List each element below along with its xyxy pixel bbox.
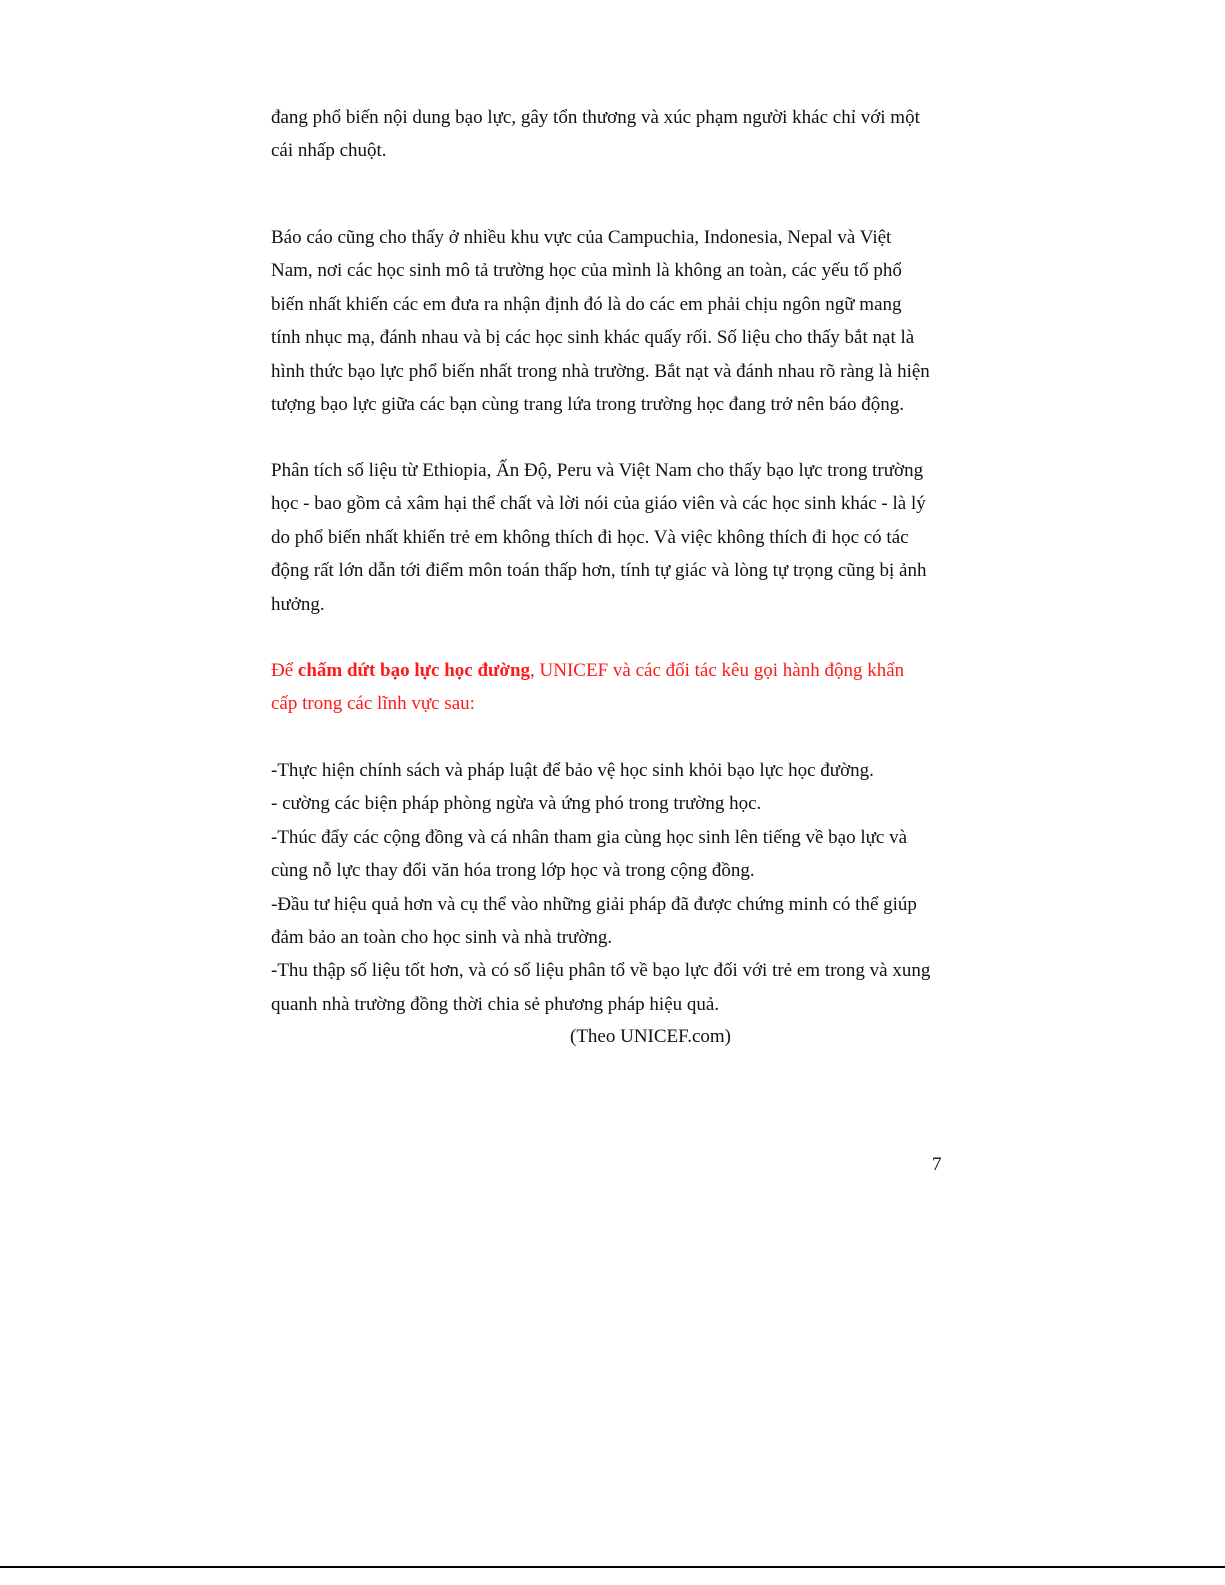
paragraph-line: Báo cáo cũng cho thấy ở nhiều khu vực của Campuchia, Indonesia, Nepal và Việt xyxy=(271,227,892,248)
list-item-continuation: quanh nhà trường đồng thời chia sẻ phương pháp hiệu quả. xyxy=(271,993,720,1015)
bottom-divider xyxy=(0,1566,1225,1568)
call-to-action-line-2: cấp trong các lĩnh vực sau: xyxy=(271,693,475,715)
list-item: - cường các biện pháp phòng ngừa và ứng phó trong trường học. xyxy=(271,793,762,815)
source-citation: (Theo UNICEF.com) xyxy=(570,1026,731,1047)
list-item: -Đầu tư hiệu quả hơn và cụ thể vào những giải pháp đã được chứng minh có thể giúp xyxy=(271,893,917,915)
paragraph-3 xyxy=(271,454,943,621)
call-to-action-bold-phrase: chấm dứt bạo lực học đường xyxy=(297,660,531,681)
call-to-action-rest: , UNICEF và các đối tác kêu gọi hành động khẩn xyxy=(530,660,905,681)
paragraph-line: biến nhất khiến các em đưa ra nhận định đó là do các em phải chịu ngôn ngữ mang xyxy=(271,293,902,315)
paragraph-1 xyxy=(271,101,943,168)
paragraph-2 xyxy=(271,221,943,421)
paragraph-line: cái nhấp chuột. xyxy=(271,140,387,162)
paragraph-line: do phổ biến nhất khiến trẻ em không thích đi học. Và việc không thích đi học có tác xyxy=(271,526,909,548)
list-item-continuation: cùng nỗ lực thay đổi văn hóa trong lớp học và trong cộng đồng. xyxy=(271,860,755,882)
list-item: -Thúc đẩy các cộng đồng và cá nhân tham gia cùng học sinh lên tiếng về bạo lực và xyxy=(271,826,908,848)
paragraph-line: Phân tích số liệu từ Ethiopia, Ấn Độ, Peru và Việt Nam cho thấy bạo lực trong trường xyxy=(271,460,924,481)
paragraph-line: hưởng. xyxy=(271,593,325,615)
call-to-action xyxy=(271,654,943,721)
call-to-action-line-1 xyxy=(271,654,943,687)
paragraph-line: đang phổ biến nội dung bạo lực, gây tổn thương và xúc phạm người khác chỉ với một xyxy=(271,107,920,128)
action-list xyxy=(271,754,943,1021)
list-item-continuation: đảm bảo an toàn cho học sinh và nhà trường. xyxy=(271,927,613,949)
list-item: -Thực hiện chính sách và pháp luật để bảo vệ học sinh khỏi bạo lực học đường. xyxy=(271,760,874,781)
call-to-action-prefix: Để xyxy=(271,660,298,681)
paragraph-line: động rất lớn dẫn tới điểm môn toán thấp hơn, tính tự giác và lòng tự trọng cũng bị ảnh xyxy=(271,560,927,582)
paragraph-line: tượng bạo lực giữa các bạn cùng trang lứa trong trường học đang trở nên báo động. xyxy=(271,394,904,416)
paragraph-line: hình thức bạo lực phổ biến nhất trong nhà trường. Bắt nạt và đánh nhau rõ ràng là hiện xyxy=(271,360,930,382)
list-item: -Thu thập số liệu tốt hơn, và có số liệu phân tổ về bạo lực đối với trẻ em trong và xung xyxy=(271,960,931,982)
paragraph-line: tính nhục mạ, đánh nhau và bị các học sinh khác quấy rối. Số liệu cho thấy bắt nạt là xyxy=(271,327,915,349)
paragraph-line: Nam, nơi các học sinh mô tả trường học của mình là không an toàn, các yếu tố phổ xyxy=(271,260,902,282)
paragraph-line: học - bao gồm cả xâm hại thể chất và lời nói của giáo viên và các học sinh khác - là lý xyxy=(271,493,926,515)
page-number: 7 xyxy=(932,1154,942,1175)
